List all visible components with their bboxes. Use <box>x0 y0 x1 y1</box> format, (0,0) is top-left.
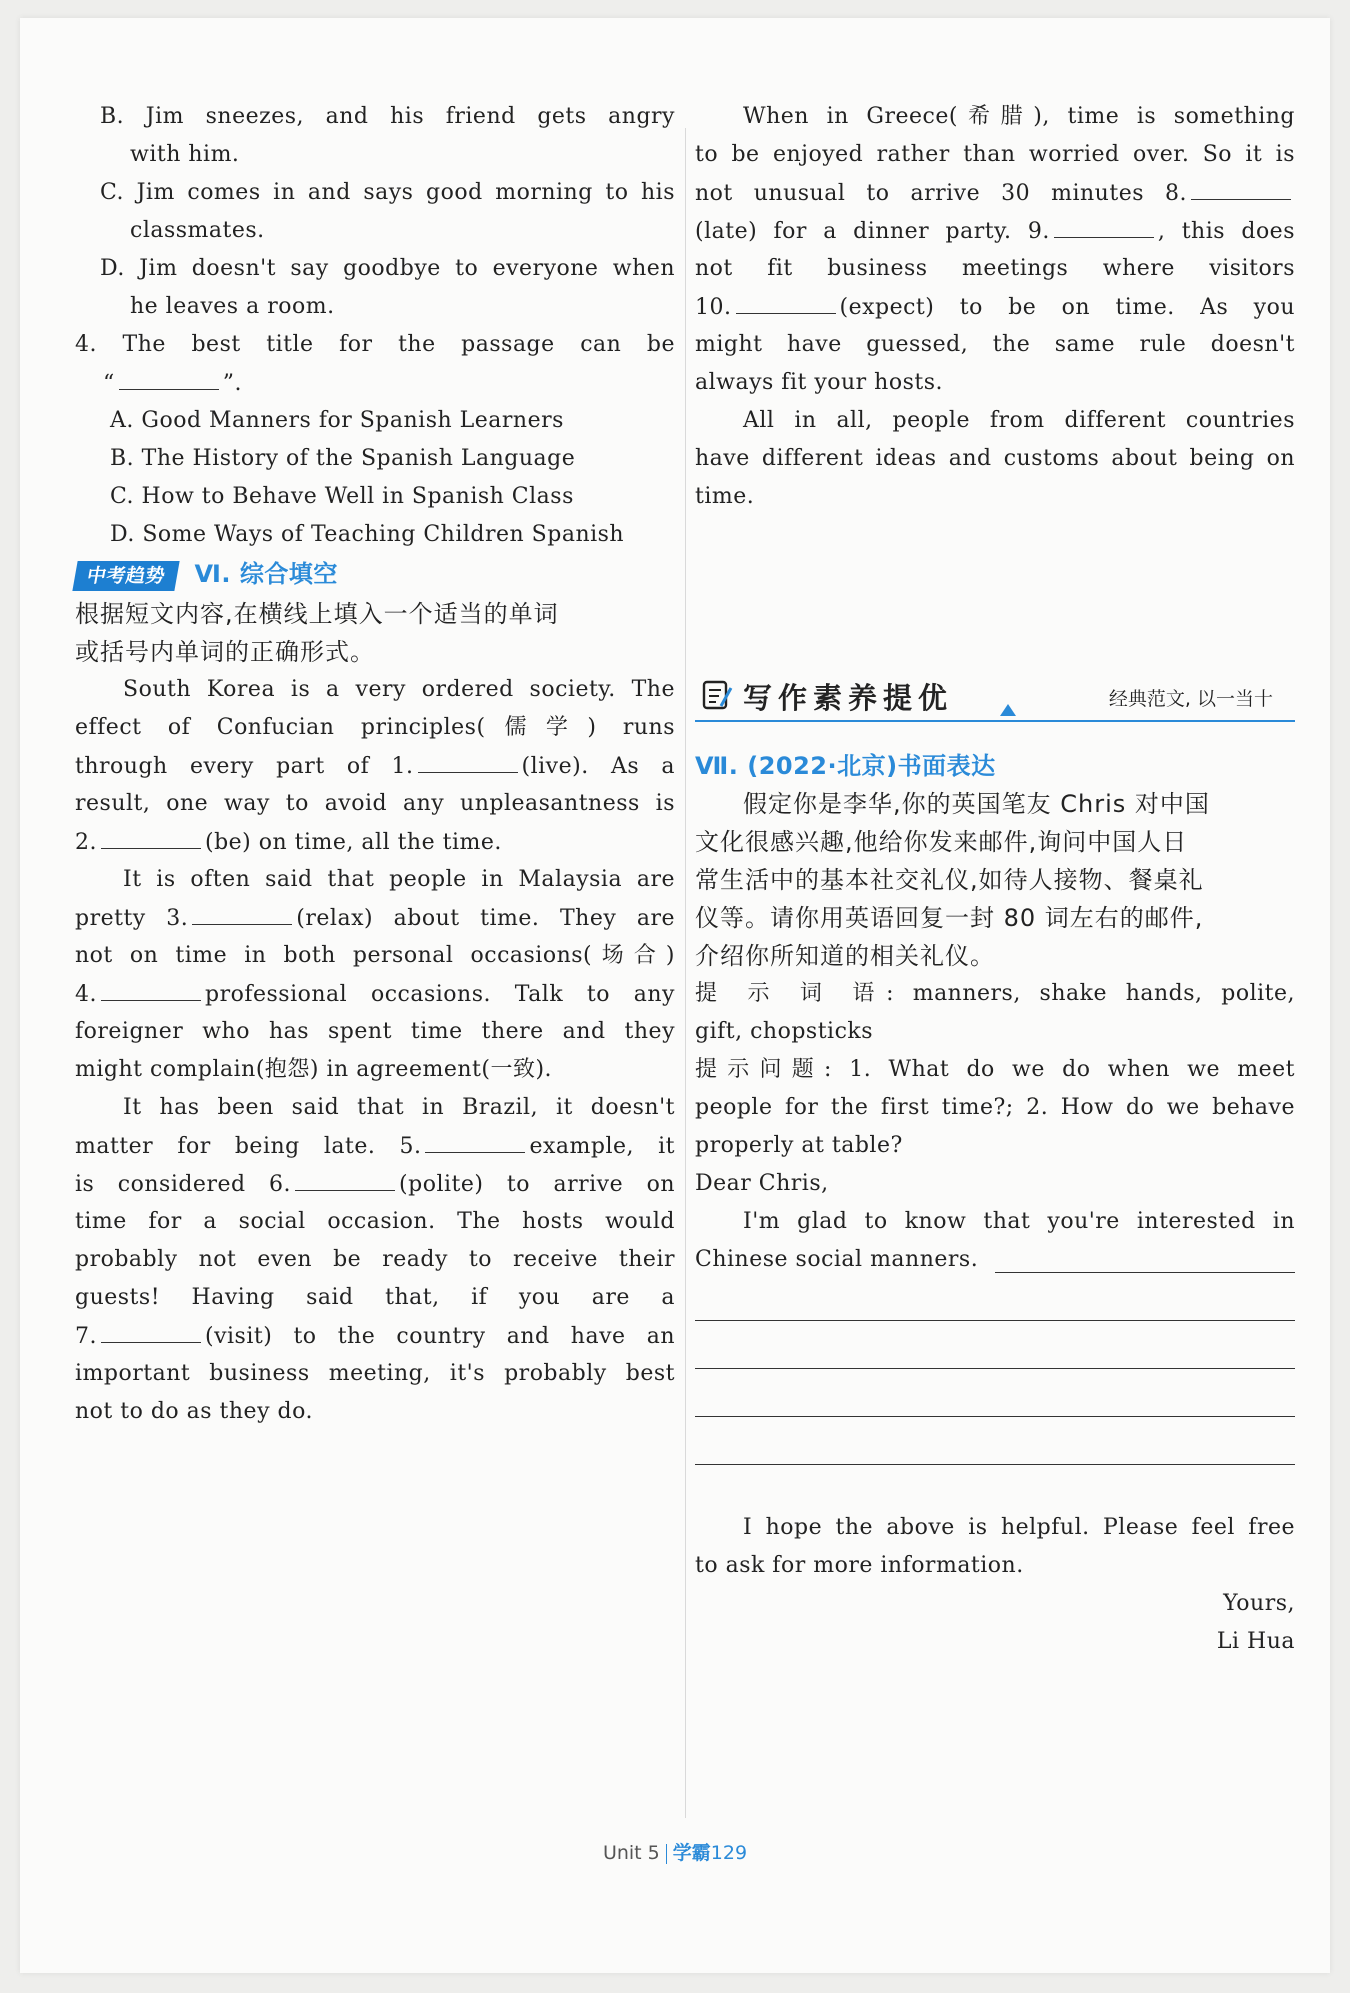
q4-option-c: C. How to Behave Well in Spanish Class <box>110 484 574 509</box>
writing-line[interactable] <box>695 1320 1295 1321</box>
q3-option-c-line2: classmates. <box>130 218 265 243</box>
brand-label: 学霸 <box>672 1842 711 1864</box>
q3-option-d-line1: D. Jim doesn't say goodbye to everyone when <box>100 256 675 281</box>
blank-1[interactable] <box>418 742 518 773</box>
blank-8[interactable] <box>1191 169 1291 200</box>
q3-option-d-line2: he leaves a room. <box>130 294 335 319</box>
blank-9[interactable] <box>1054 207 1154 238</box>
hint-questions: 提示问题: 1. What do we do when we meet <box>695 1057 1295 1082</box>
passage-line: matter for being late. 5. example, it <box>75 1122 675 1170</box>
q4-answer-blank[interactable] <box>119 359 219 390</box>
q4-stem: 4. The best title for the passage can be <box>75 332 675 357</box>
letter-closing-cont: to ask for more information. <box>695 1553 1024 1578</box>
blank-2[interactable] <box>101 818 201 849</box>
section6-instruction-line2: 或括号内单词的正确形式。 <box>75 638 375 666</box>
prompt-line: 文化很感兴趣,他给你发来邮件,询问中国人日 <box>695 828 1188 856</box>
letter-yours: Yours, <box>1223 1591 1295 1616</box>
passage-line: important business meeting, it's probably best <box>75 1361 675 1386</box>
passage-line: not to do as they do. <box>75 1399 313 1424</box>
writing-banner-subtitle: 经典范文, 以一当十 <box>1108 688 1273 710</box>
section6-instruction-line1: 根据短文内容,在横线上填入一个适当的单词 <box>75 600 559 628</box>
page-footer <box>20 1838 1330 1865</box>
hint-questions-cont: people for the first time?; 2. How do we behave <box>695 1095 1295 1120</box>
hint-words-cont: gift, chopsticks <box>695 1019 874 1044</box>
letter-salutation: Dear Chris, <box>695 1171 829 1196</box>
passage-line: not on time in both personal occasions(场合) <box>75 943 675 968</box>
passage-line: 7. (visit) to the country and have an <box>75 1312 675 1360</box>
unit-label: Unit 5 <box>602 1842 660 1864</box>
blank-5[interactable] <box>425 1122 525 1153</box>
letter-opening: I'm glad to know that you're interested in <box>743 1209 1295 1234</box>
q3-option-c-line1: C. Jim comes in and says good morning to his <box>100 180 675 205</box>
worksheet-page <box>20 18 1330 1973</box>
passage-line: It is often said that people in Malaysia are <box>123 867 675 892</box>
blank-4[interactable] <box>101 970 201 1001</box>
q4-option-a: A. Good Manners for Spanish Learners <box>110 408 564 433</box>
passage-line: through every part of 1. (live). As a <box>75 742 675 790</box>
section6-title: Ⅵ. 综合填空 <box>194 560 338 588</box>
passage-line: to be enjoyed rather than worried over. So it is <box>695 142 1295 167</box>
blank-3[interactable] <box>192 894 292 925</box>
passage-line: probably not even be ready to receive their <box>75 1247 675 1272</box>
passage-line: South Korea is a very ordered society. The <box>123 677 675 702</box>
passage-line: When in Greece(希腊), time is something <box>743 104 1295 129</box>
passage-line: might complain(抱怨) in agreement(一致). <box>75 1057 553 1082</box>
writing-line[interactable] <box>695 1416 1295 1417</box>
passage-line: 10. (expect) to be on time. As you <box>695 283 1295 331</box>
passage-line: is considered 6. (polite) to arrive on <box>75 1160 675 1208</box>
passage-line: All in all, people from different countries <box>743 408 1295 433</box>
passage-line: foreigner who has spent time there and they <box>75 1019 675 1044</box>
letter-opening-cont: Chinese social manners. <box>695 1247 979 1272</box>
prompt-line: 仪等。请你用英语回复一封 80 词左右的邮件, <box>695 904 1204 932</box>
trend-badge: 中考趋势 <box>72 561 179 591</box>
q4-option-b: B. The History of the Spanish Language <box>110 446 576 471</box>
passage-line: effect of Confucian principles(儒学) runs <box>75 715 675 740</box>
blank-6[interactable] <box>295 1160 395 1191</box>
prompt-line: 常生活中的基本社交礼仪,如待人接物、餐桌礼 <box>695 866 1204 894</box>
passage-line: not unusual to arrive 30 minutes 8. <box>695 169 1295 217</box>
blank-10[interactable] <box>736 283 836 314</box>
passage-line: have different ideas and customs about being on <box>695 446 1295 471</box>
notebook-pen-icon <box>701 678 735 712</box>
passage-line: 4. professional occasions. Talk to any <box>75 970 675 1018</box>
passage-line: always fit your hosts. <box>695 370 944 395</box>
letter-signature: Li Hua <box>1216 1629 1295 1654</box>
passage-line: time. <box>695 484 755 509</box>
footer-separator <box>666 1844 667 1864</box>
writing-line[interactable] <box>995 1272 1295 1273</box>
passage-line: time for a social occasion. The hosts would <box>75 1209 675 1234</box>
passage-line: (late) for a dinner party. 9. , this does <box>695 207 1295 255</box>
prompt-line: 假定你是李华,你的英国笔友 Chris 对中国 <box>743 790 1210 818</box>
passage-line: guests! Having said that, if you are a <box>75 1285 675 1310</box>
passage-line: result, one way to avoid any unpleasantness is <box>75 791 675 816</box>
q3-option-b-line2: with him. <box>130 142 240 167</box>
quote-close: ”. <box>222 371 242 396</box>
column-divider <box>685 128 686 1818</box>
banner-triangle <box>1000 704 1016 716</box>
passage-line: not fit business meetings where visitors <box>695 256 1295 281</box>
hint-questions-end: properly at table? <box>695 1133 903 1158</box>
writing-line[interactable] <box>695 1368 1295 1369</box>
writing-banner <box>695 670 1295 722</box>
blank-7[interactable] <box>101 1312 201 1343</box>
hint-words: 提 示 词 语: manners, shake hands, polite, <box>695 981 1295 1006</box>
letter-closing: I hope the above is helpful. Please feel free <box>743 1515 1295 1540</box>
passage-line: 2. (be) on time, all the time. <box>75 818 675 866</box>
passage-line: pretty 3. (relax) about time. They are <box>75 894 675 942</box>
prompt-line: 介绍你所知道的相关礼仪。 <box>695 942 995 970</box>
writing-banner-title: 写作素养提优 <box>743 681 954 715</box>
section7-title: Ⅶ. (2022·北京)书面表达 <box>695 752 996 780</box>
q3-option-b-line1: B. Jim sneezes, and his friend gets angry <box>100 104 675 129</box>
passage-line: It has been said that in Brazil, it doesn't <box>123 1095 675 1120</box>
writing-line[interactable] <box>695 1464 1295 1465</box>
passage-line: might have guessed, the same rule doesn't <box>695 332 1295 357</box>
page-number: 129 <box>710 1842 748 1864</box>
quote-open: “ <box>103 371 115 396</box>
q4-option-d: D. Some Ways of Teaching Children Spanish <box>110 522 625 547</box>
